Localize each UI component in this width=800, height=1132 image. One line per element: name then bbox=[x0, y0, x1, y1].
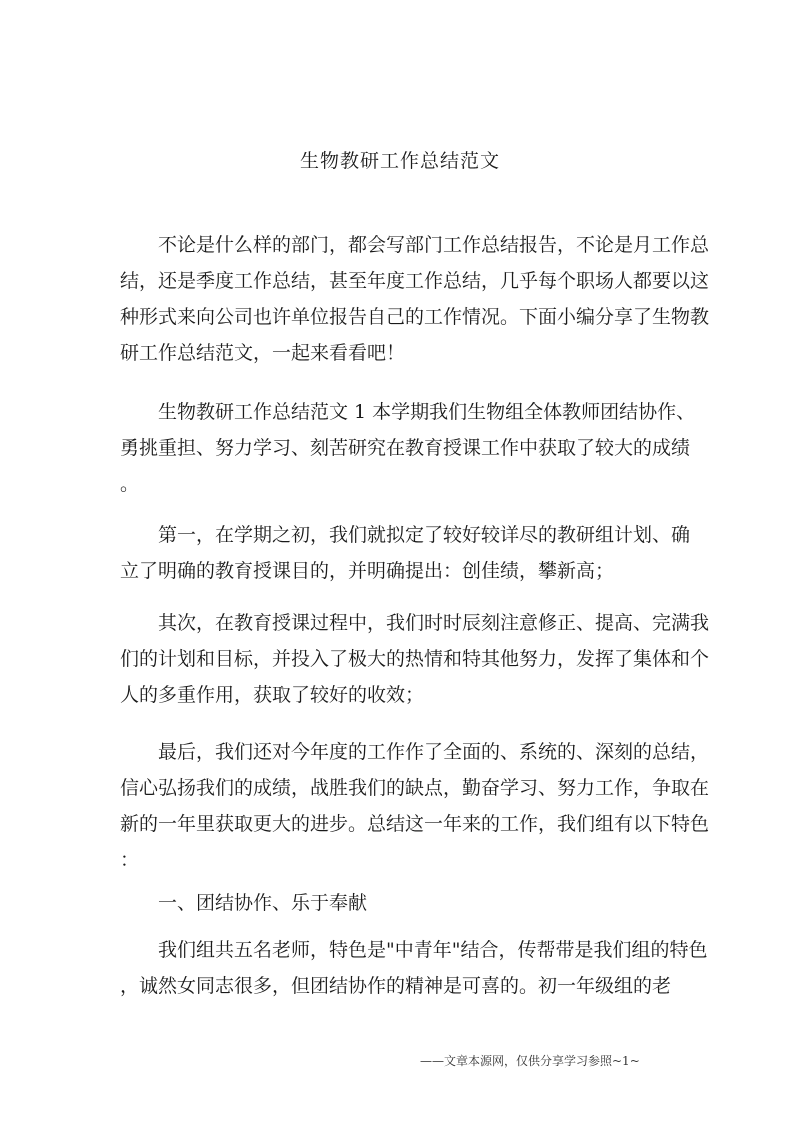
paragraph-last bbox=[120, 734, 710, 878]
text-line: 新的一年里获取更大的进步。总结这一年来的工作，我们组有以下特色 bbox=[120, 813, 710, 835]
text-line: 不论是什么样的部门，都会写部门工作总结报告，不论是月工作总 bbox=[120, 234, 710, 256]
text-line: 结，还是季度工作总结，甚至年度工作总结，几乎每个职场人都要以这 bbox=[120, 270, 710, 292]
text-line: 一、团结协作、乐于奉献 bbox=[120, 892, 368, 914]
text-line: 我们组共五名老师，特色是"中青年"结合，传帮带是我们组的特色 bbox=[120, 939, 708, 961]
text-line: 人的多重作用，获取了较好的收效； bbox=[120, 684, 425, 706]
text-line: 种形式来向公司也许单位报告自己的工作情况。下面小编分享了生物教 bbox=[120, 306, 710, 328]
text-line: 。 bbox=[120, 473, 140, 495]
text-line: 们的计划和目标，并投入了极大的热情和特其他努力，发挥了集体和个 bbox=[120, 648, 710, 670]
paragraph-first bbox=[120, 517, 691, 589]
paragraph-second bbox=[120, 605, 710, 713]
document-title: 生物教研工作总结范文 bbox=[299, 150, 500, 172]
paragraph-team bbox=[120, 932, 708, 1004]
section-heading bbox=[120, 885, 680, 921]
text-line: 第一，在学期之初，我们就拟定了较好较详尽的教研组计划、确 bbox=[120, 524, 691, 546]
text-line: ，诚然女同志很多，但团结协作的精神是可喜的。初一年级组的老 bbox=[120, 975, 672, 997]
paragraph-summary-1 bbox=[120, 394, 696, 502]
text-line: 信心弘扬我们的成绩，战胜我们的缺点，勤奋学习、努力工作，争取在 bbox=[120, 777, 710, 799]
text-line: 勇挑重担、努力学习、刻苦研究在教育授课工作中获取了较大的成绩 bbox=[120, 437, 691, 459]
text-line: 其次，在教育授课过程中，我们时时辰刻注意修正、提高、完满我 bbox=[120, 612, 710, 634]
page-footer: ——文章本源网，仅供分享学习参照~1~ bbox=[420, 1054, 640, 1068]
paragraph-intro bbox=[120, 227, 710, 371]
text-line: 最后，我们还对今年度的工作作了全面的、系统的、深刻的总结， bbox=[120, 741, 710, 763]
text-line: 生物教研工作总结范文 1 本学期我们生物组全体教师团结协作、 bbox=[120, 401, 696, 423]
text-line: 立了明确的教育授课目的，并明确提出：创佳绩，攀新高； bbox=[120, 560, 615, 582]
text-line: ： bbox=[120, 849, 140, 871]
text-line: 研工作总结范文，一起来看看吧！ bbox=[120, 342, 406, 364]
